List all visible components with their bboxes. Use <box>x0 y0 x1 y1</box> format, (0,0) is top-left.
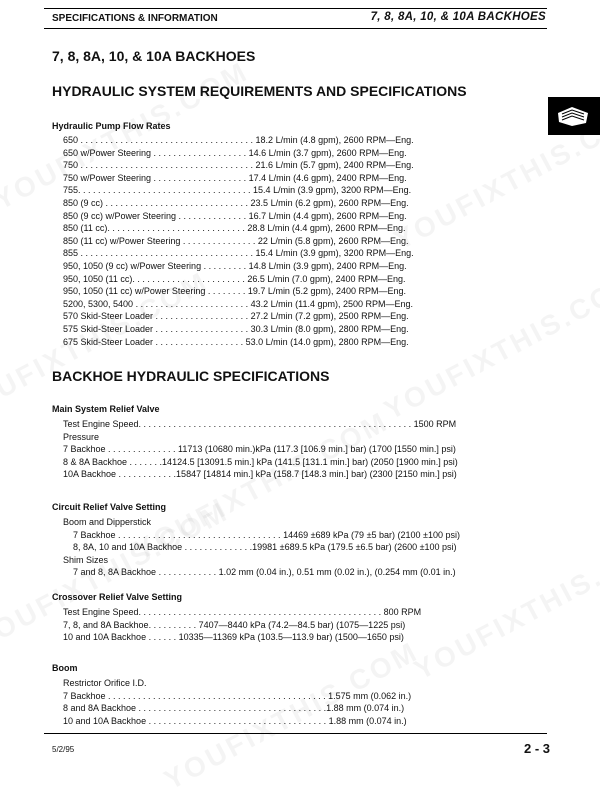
spec-line: 7 Backhoe . . . . . . . . . . . . . . . . . . . . . . . . . . . . . . . . . . . . . . . . . . . . 1.575 mm (0.062 in.) <box>63 690 412 701</box>
pump-flow-list <box>63 134 414 348</box>
pump-flow-row: 570 Skid-Steer Loader . . . . . . . . . . . . . . . . . . . 27.2 L/min (7.2 gpm), 2500 RPM—Eng. <box>63 311 409 322</box>
subheading-crossover: Crossover Relief Valve Setting <box>52 592 183 602</box>
circuit-relief-block <box>63 516 460 579</box>
pump-flow-row: 650 . . . . . . . . . . . . . . . . . . . . . . . . . . . . . . . . . . . 18.2 L/min (4.8 gpm), 2600 RPM—Eng. <box>63 135 414 145</box>
running-header-right: 7, 8, 8A, 10, & 10A BACKHOES <box>370 11 546 23</box>
pump-flow-row: 950, 1050 (11 cc). . . . . . . . . . . . . . . . . . . . . . . 26.5 L/min (7.0 gpm), 2400 RPM—Eng. <box>63 273 406 284</box>
pump-flow-row: 850 (9 cc) . . . . . . . . . . . . . . . . . . . . . . . . . . . . . 23.5 L/min (6.2 gpm), 2600 RPM—Eng. <box>63 197 409 208</box>
spec-line: 10 and 10A Backhoe . . . . . . . . . . . . . . . . . . . . . . . . . . . . . . . . . . . . 1.88 mm (0.074 in.) <box>63 715 407 726</box>
main-relief-block <box>63 418 458 481</box>
pump-flow-row: 950, 1050 (9 cc) w/Power Steering . . . . . . . . . 14.8 L/min (3.9 gpm), 2400 RPM—Eng. <box>63 260 407 271</box>
spec-line: 10 and 10A Backhoe . . . . . . 10335—11369 kPa (103.5—113.9 bar) (1500—1650 psi) <box>63 632 404 643</box>
spec-line: Restrictor Orifice I.D. <box>63 678 147 688</box>
spec-line: Boom and Dipperstick <box>63 517 152 527</box>
subheading-circuit-relief: Circuit Relief Valve Setting <box>52 502 167 512</box>
spec-line: Shim Sizes <box>63 554 109 565</box>
spec-line: 7 Backhoe . . . . . . . . . . . . . . 11713 (10680 min.)kPa (117.3 [106.9 min.] bar) (1700 [1550 min.] psi) <box>63 444 456 455</box>
spec-line: 10A Backhoe . . . . . . . . . . . .15847 [14814 min.] kPa (158.7 [148.3 min.] bar) (2300 [2150 min.] psi) <box>63 469 457 480</box>
pump-flow-row: 850 (11 cc). . . . . . . . . . . . . . . . . . . . . . . . . . . . 28.8 L/min (4.4 gpm), 2600 RPM—Eng. <box>63 223 406 234</box>
subheading-main-relief: Main System Relief Valve <box>52 404 160 414</box>
pump-flow-row: 950, 1050 (11 cc) w/Power Steering . . . . . . . . 19.7 L/min (5.2 gpm), 2400 RPM—Eng. <box>63 286 406 297</box>
pump-flow-row: 850 (9 cc) w/Power Steering . . . . . . . . . . . . . . 16.7 L/min (4.4 gpm), 2600 RPM—Eng. <box>63 210 407 221</box>
pump-flow-row: 855 . . . . . . . . . . . . . . . . . . . . . . . . . . . . . . . . . . . 15.4 L/min (3.9 gpm), 3200 RPM—Eng. <box>63 248 414 259</box>
pump-flow-row: 755. . . . . . . . . . . . . . . . . . . . . . . . . . . . . . . . . . . 15.4 L/min (3.9 gpm), 3200 RPM—Eng. <box>63 185 412 196</box>
book-icon <box>556 105 590 132</box>
pump-flow-row: 675 Skid-Steer Loader . . . . . . . . . . . . . . . . . . 53.0 L/min (14.0 gpm), 2800 RPM—Eng. <box>63 336 409 347</box>
spec-line: 8, 8A, 10 and 10A Backhoe . . . . . . . . . . . . . .19981 ±689.5 kPa (179.5 ±6.5 bar) (2600 ±100 psi) <box>73 542 457 553</box>
page-number: 2 - 3 <box>523 741 550 756</box>
spec-line: Test Engine Speed. . . . . . . . . . . . . . . . . . . . . . . . . . . . . . . . . . . . . . . . . . . . . . . . . . . . . . . 1500 RPM <box>63 419 457 429</box>
pump-flow-row: 650 w/Power Steering . . . . . . . . . . . . . . . . . . . 14.6 L/min (3.7 gpm), 2600 RPM—Eng. <box>63 147 407 158</box>
page-title: 7, 8, 8A, 10, & 10A BACKHOES <box>52 48 256 64</box>
spec-line: 7, 8, and 8A Backhoe. . . . . . . . . . 7407—8440 kPa (74.2—84.5 bar) (1075—1225 psi) <box>63 619 406 630</box>
crossover-block <box>63 606 421 644</box>
subheading-pump-flow: Hydraulic Pump Flow Rates <box>52 121 171 131</box>
spec-line: Pressure <box>63 431 100 442</box>
section-title-hydraulic: HYDRAULIC SYSTEM REQUIREMENTS AND SPECIFICATIONS <box>52 83 467 99</box>
spec-line: 8 & 8A Backhoe . . . . . . .14124.5 [13091.5 min.] kPa (141.5 [131.1 min.] bar) (2050 [1900 min.] psi) <box>63 456 458 467</box>
header-rule-top <box>44 8 547 9</box>
pump-flow-row: 850 (11 cc) w/Power Steering . . . . . . . . . . . . . . . 22 L/min (5.8 gpm), 2600 RPM—Eng. <box>63 235 409 246</box>
spec-line: 8 and 8A Backhoe . . . . . . . . . . . . . . . . . . . . . . . . . . . . . . . . . . . . . .1.88 mm (0.074 in.) <box>63 703 405 714</box>
section-title-backhoe: BACKHOE HYDRAULIC SPECIFICATIONS <box>52 368 330 384</box>
spec-line: 7 and 8, 8A Backhoe . . . . . . . . . . . . 1.02 mm (0.04 in.), 0.51 mm (0.02 in.), (0.254 mm (0.01 in.) <box>73 567 456 578</box>
pump-flow-row: 5200, 5300, 5400 . . . . . . . . . . . . . . . . . . . . . . . 43.2 L/min (11.4 gpm), 2500 RPM—Eng. <box>63 298 414 309</box>
section-tab <box>548 97 600 135</box>
pump-flow-row: 750 . . . . . . . . . . . . . . . . . . . . . . . . . . . . . . . . . . . 21.6 L/min (5.7 gpm), 2400 RPM—Eng. <box>63 160 414 171</box>
subheading-boom: Boom <box>52 663 78 673</box>
boom-block <box>63 677 411 727</box>
header-rule-bottom <box>44 28 547 29</box>
running-header-left: SPECIFICATIONS & INFORMATION <box>52 13 218 24</box>
footer-date: 5/2/95 <box>52 745 75 754</box>
spec-line: Test Engine Speed. . . . . . . . . . . . . . . . . . . . . . . . . . . . . . . . . . . . . . . . . . . . . . . . . 800 RPM <box>63 607 422 617</box>
pump-flow-row: 750 w/Power Steering . . . . . . . . . . . . . . . . . . . 17.4 L/min (4.6 gpm), 2400 RPM—Eng. <box>63 172 407 183</box>
pump-flow-row: 575 Skid-Steer Loader . . . . . . . . . . . . . . . . . . . 30.3 L/min (8.0 gpm), 2800 RPM—Eng. <box>63 323 409 334</box>
footer-rule <box>44 733 547 734</box>
spec-line: 7 Backhoe . . . . . . . . . . . . . . . . . . . . . . . . . . . . . . . . . 14469 ±689 kPa (79 ±5 bar) (2100 ±100 psi) <box>73 529 460 540</box>
